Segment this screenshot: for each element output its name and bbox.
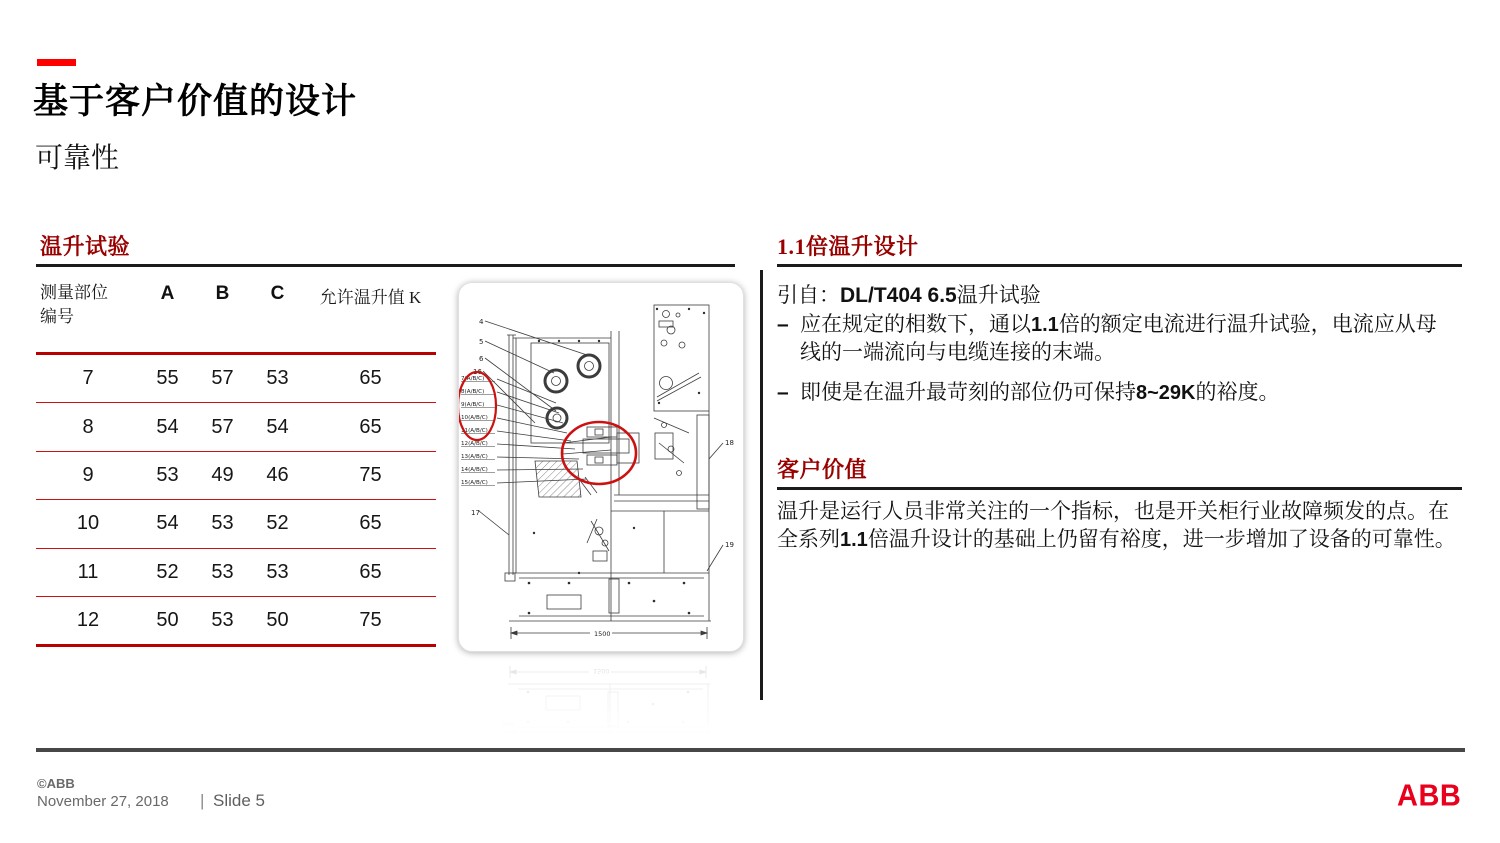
column-divider	[760, 270, 763, 700]
table-row: 10 54 53 52 65	[36, 500, 436, 548]
page-subtitle: 可靠性	[35, 143, 120, 174]
table-row: 9 53 49 46 75	[36, 452, 436, 500]
bullet-item: – 即使是在温升最苛刻的部位仍可保持8~29K的裕度。	[777, 379, 1455, 407]
temperature-rise-table	[36, 268, 436, 647]
column-header-a: A	[160, 283, 175, 304]
table-section-heading: 温升试验	[40, 234, 131, 259]
column-header-k: 允许温升值 K	[319, 288, 422, 307]
value-section-rule	[777, 487, 1462, 490]
bullet-dash: –	[777, 313, 789, 336]
footer-separator: |	[200, 791, 205, 810]
abb-logo: ABB	[1397, 779, 1462, 813]
page-title: 基于客户价值的设计	[33, 82, 358, 121]
accent-dash	[37, 59, 76, 66]
design-section-heading: 1.1倍温升设计	[777, 234, 919, 259]
table-row: 7 55 57 53 65	[36, 355, 436, 403]
table-row: 12 50 53 50 75	[36, 597, 436, 647]
standard-reference: 引自：DL/T404 6.5温升试验	[777, 283, 1041, 307]
value-section-heading: 客户价值	[777, 457, 868, 482]
design-section-rule	[777, 264, 1462, 267]
column-header-b: B	[215, 283, 230, 304]
footer-rule	[36, 748, 1465, 752]
diagram-reflection	[458, 654, 742, 746]
switchgear-drawing-card	[458, 282, 744, 652]
slide-number: Slide 5	[213, 791, 265, 810]
table-row: 8 54 57 54 65	[36, 403, 436, 451]
design-bullet-list	[777, 311, 1455, 420]
copyright-text: ©ABB	[37, 776, 75, 791]
table-header-row	[36, 268, 436, 355]
column-header-id: 测量部位 编号	[40, 283, 108, 326]
footer-date: November 27, 2018	[37, 793, 169, 810]
column-header-c: C	[270, 283, 285, 304]
left-section-rule	[36, 264, 735, 267]
bullet-dash: –	[777, 381, 789, 404]
bullet-item: – 应在规定的相数下，通以1.1倍的额定电流进行温升试验，电流应从母线的一端流向与电缆连接的末端。	[777, 312, 1437, 364]
table-row: 11 52 53 53 65	[36, 549, 436, 597]
switchgear-technical-drawing	[459, 283, 743, 651]
standard-code: DL/T404 6.5	[840, 284, 957, 307]
value-section-body: 温升是运行人员非常关注的一个指标，也是开关柜行业故障频发的点。在全系列1.1倍温升设计的基础上仍留有裕度，进一步增加了设备的可靠性。	[777, 499, 1456, 551]
